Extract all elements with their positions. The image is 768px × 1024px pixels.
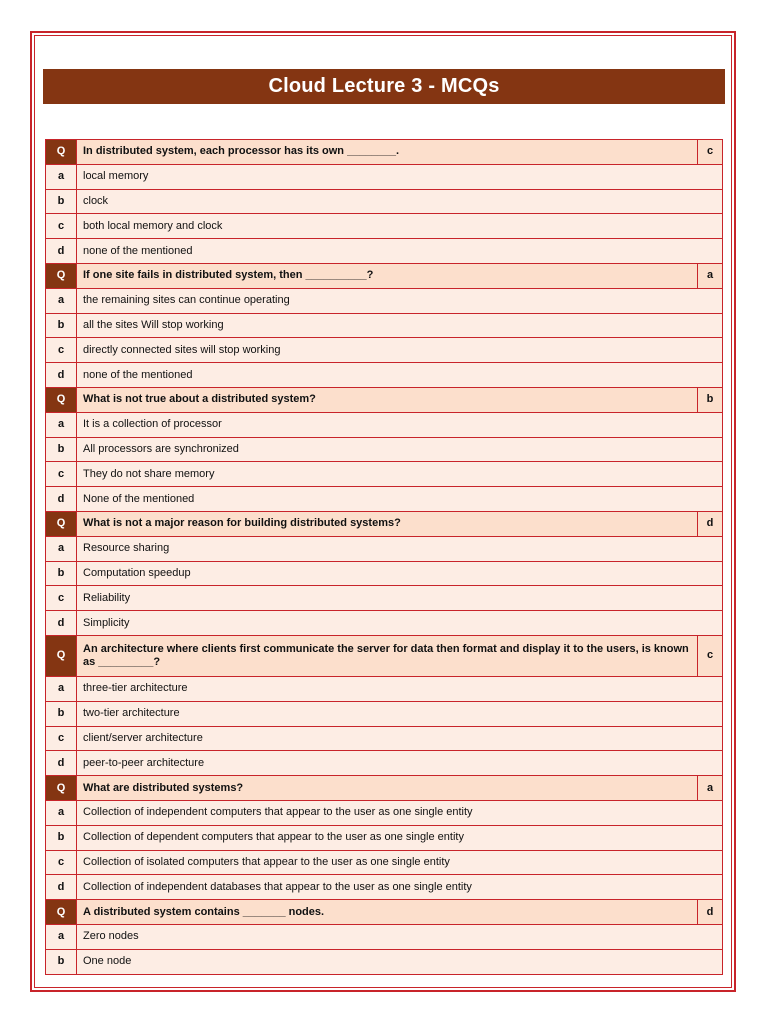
- option-row: [46, 214, 723, 239]
- option-row: [46, 701, 723, 726]
- option-letter: c: [46, 586, 77, 611]
- option-letter: c: [46, 726, 77, 751]
- option-row: [46, 239, 723, 264]
- option-letter: d: [46, 363, 77, 388]
- answer-key: d: [698, 511, 723, 536]
- option-letter: b: [46, 313, 77, 338]
- option-row: [46, 586, 723, 611]
- question-text: An architecture where clients first communicate the server for data then format and display it to the users, is known as _________?: [77, 635, 698, 676]
- option-row: [46, 751, 723, 776]
- question-marker: Q: [46, 900, 77, 925]
- option-text: Zero nodes: [77, 924, 723, 949]
- option-row: [46, 676, 723, 701]
- option-letter: a: [46, 412, 77, 437]
- option-letter: d: [46, 611, 77, 636]
- question-text: What are distributed systems?: [77, 776, 698, 801]
- question-row: [46, 387, 723, 412]
- option-text: One node: [77, 949, 723, 974]
- question-row: [46, 776, 723, 801]
- option-letter: b: [46, 437, 77, 462]
- document-title: Cloud Lecture 3 - MCQs: [43, 69, 725, 104]
- option-letter: c: [46, 338, 77, 363]
- question-marker: Q: [46, 635, 77, 676]
- question-row: [46, 900, 723, 925]
- option-text: both local memory and clock: [77, 214, 723, 239]
- option-letter: d: [46, 239, 77, 264]
- option-row: [46, 412, 723, 437]
- question-text: What is not a major reason for building distributed systems?: [77, 511, 698, 536]
- option-text: three-tier architecture: [77, 676, 723, 701]
- question-text: What is not true about a distributed system?: [77, 387, 698, 412]
- option-row: [46, 313, 723, 338]
- option-row: [46, 462, 723, 487]
- option-letter: a: [46, 164, 77, 189]
- option-text: local memory: [77, 164, 723, 189]
- option-row: [46, 561, 723, 586]
- option-letter: b: [46, 825, 77, 850]
- option-row: [46, 536, 723, 561]
- question-marker: Q: [46, 776, 77, 801]
- option-letter: c: [46, 462, 77, 487]
- question-row: [46, 635, 723, 676]
- option-text: none of the mentioned: [77, 239, 723, 264]
- option-row: [46, 825, 723, 850]
- question-row: [46, 263, 723, 288]
- question-marker: Q: [46, 140, 77, 165]
- option-letter: a: [46, 676, 77, 701]
- option-text: two-tier architecture: [77, 701, 723, 726]
- option-letter: a: [46, 800, 77, 825]
- question-text: If one site fails in distributed system, then __________?: [77, 263, 698, 288]
- question-row: [46, 511, 723, 536]
- option-row: [46, 949, 723, 974]
- answer-key: a: [698, 776, 723, 801]
- option-row: [46, 437, 723, 462]
- answer-key: c: [698, 635, 723, 676]
- answer-key: c: [698, 140, 723, 165]
- option-letter: d: [46, 751, 77, 776]
- option-text: Collection of independent computers that appear to the user as one single entity: [77, 800, 723, 825]
- option-row: [46, 924, 723, 949]
- option-row: [46, 487, 723, 512]
- option-text: None of the mentioned: [77, 487, 723, 512]
- option-letter: b: [46, 949, 77, 974]
- option-text: none of the mentioned: [77, 363, 723, 388]
- option-row: [46, 338, 723, 363]
- answer-key: a: [698, 263, 723, 288]
- option-text: peer-to-peer architecture: [77, 751, 723, 776]
- question-marker: Q: [46, 511, 77, 536]
- option-letter: a: [46, 924, 77, 949]
- mcq-table: [45, 139, 723, 975]
- question-marker: Q: [46, 263, 77, 288]
- option-text: All processors are synchronized: [77, 437, 723, 462]
- option-letter: b: [46, 561, 77, 586]
- option-letter: a: [46, 288, 77, 313]
- option-row: [46, 850, 723, 875]
- question-text: A distributed system contains _______ nodes.: [77, 900, 698, 925]
- option-row: [46, 875, 723, 900]
- answer-key: d: [698, 900, 723, 925]
- option-row: [46, 363, 723, 388]
- option-row: [46, 800, 723, 825]
- question-marker: Q: [46, 387, 77, 412]
- option-text: Simplicity: [77, 611, 723, 636]
- option-text: the remaining sites can continue operating: [77, 288, 723, 313]
- option-row: [46, 189, 723, 214]
- option-letter: a: [46, 536, 77, 561]
- answer-key: b: [698, 387, 723, 412]
- option-letter: d: [46, 487, 77, 512]
- option-text: Collection of dependent computers that appear to the user as one single entity: [77, 825, 723, 850]
- option-row: [46, 726, 723, 751]
- option-text: all the sites Will stop working: [77, 313, 723, 338]
- option-text: directly connected sites will stop working: [77, 338, 723, 363]
- option-row: [46, 288, 723, 313]
- option-text: Resource sharing: [77, 536, 723, 561]
- option-text: Collection of isolated computers that appear to the user as one single entity: [77, 850, 723, 875]
- option-row: [46, 611, 723, 636]
- option-text: Computation speedup: [77, 561, 723, 586]
- option-letter: c: [46, 214, 77, 239]
- option-letter: d: [46, 875, 77, 900]
- option-letter: b: [46, 701, 77, 726]
- option-text: Reliability: [77, 586, 723, 611]
- option-text: Collection of independent databases that appear to the user as one single entity: [77, 875, 723, 900]
- option-text: It is a collection of processor: [77, 412, 723, 437]
- option-text: They do not share memory: [77, 462, 723, 487]
- option-text: clock: [77, 189, 723, 214]
- option-letter: b: [46, 189, 77, 214]
- option-letter: c: [46, 850, 77, 875]
- option-text: client/server architecture: [77, 726, 723, 751]
- question-text: In distributed system, each processor has its own ________.: [77, 140, 698, 165]
- question-row: [46, 140, 723, 165]
- option-row: [46, 164, 723, 189]
